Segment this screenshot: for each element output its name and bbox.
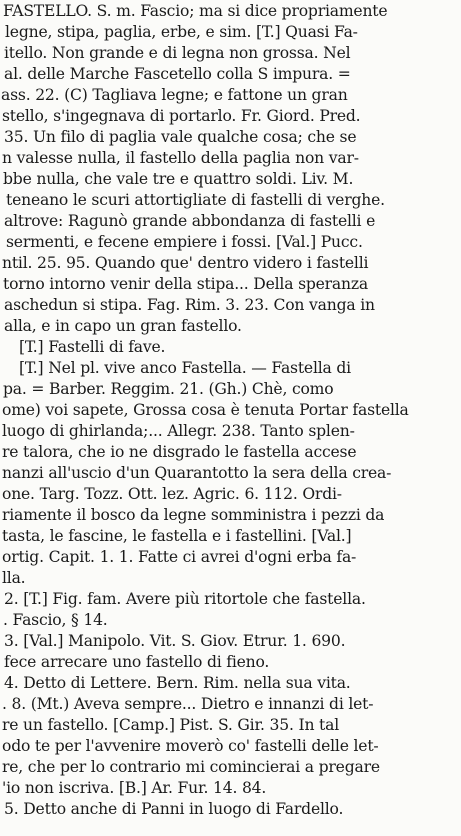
text-line: ome) voi sapete, Grossa cosa è tenuta Portar fastella [2,401,409,419]
text-line: tasta, le fascine, le fastella e i fastellini. [Val.] [2,527,352,545]
text-line: re, che per lo contrario mi comincierai a pregare [2,758,380,776]
text-line: ortig. Capit. 1. 1. Fatte ci avrei d'ogni erba fa- [2,548,357,566]
text-line: FASTELLO. S. m. Fascio; ma si dice propriamente [3,2,388,20]
text-line: aschedun si stipa. Fag. Rim. 3. 23. Con vanga in [4,296,375,314]
text-line: 'io non iscriva. [B.] Ar. Fur. 14. 84. [2,779,267,797]
text-line: bbe nulla, che vale tre e quattro soldi. Liv. M. [3,170,354,188]
text-line: 4. Detto di Lettere. Bern. Rim. nella sua vita. [4,674,351,692]
text-line: legne, stipa, paglia, erbe, e sim. [T.] Quasi Fa- [5,23,358,41]
text-line: teneano le scuri attortigliate di fastelli di verghe. [6,191,385,209]
text-line: 35. Un filo di paglia vale qualche cosa; che se [4,128,357,146]
text-line: stello, s'ingegnava di portarlo. Fr. Giord. Pred. [2,107,361,125]
text-line: 2. [T.] Fig. fam. Avere più ritortole che fastella. [4,590,366,608]
text-line: luogo di ghirlanda;... Allegr. 238. Tanto splen- [2,422,355,440]
text-line: ntil. 25. 95. Quando que' dentro videro i fastelli [2,254,369,272]
text-line: lla. [2,569,26,587]
text-line: pa. = Barber. Reggim. 21. (Gh.) Chè, como [3,380,334,398]
text-line: . 8. (Mt.) Aveva sempre... Dietro e innanzi di let- [2,695,374,713]
text-line: 5. Detto anche di Panni in luogo di Fardello. [4,800,344,818]
text-line: itello. Non grande e di legna non grossa. Nel [4,44,351,62]
text-line: torno intorno venir della stipa... Della speranza [3,275,368,293]
text-line: n valesse nulla, il fastello della paglia non var- [2,149,359,167]
text-line: ass. 22. (C) Tagliava legne; e fattone un gran [1,86,348,104]
text-line: 3. [Val.] Manipolo. Vit. S. Giov. Etrur. 1. 690. [4,632,346,650]
text-line: odo te per l'avvenire moverò co' fastelli delle let- [2,737,379,755]
text-line: nanzi all'uscio d'un Quarantotto la sera della crea- [2,464,392,482]
text-line: . Fascio, § 14. [3,611,108,629]
text-line: riamente il bosco da legne somministra i pezzi da [2,506,385,524]
text-line: fece arrecare uno fastello di fieno. [4,653,270,671]
text-line: re talora, che io ne disgrado le fastella accese [2,443,357,461]
text-line: altrove: Ragunò grande abbondanza di fastelli e [4,212,376,230]
text-line: [T.] Nel pl. vive anco Fastella. — Fastella di [19,359,351,377]
text-line: alla, e in capo un gran fastello. [4,317,242,335]
text-line: al. delle Marche Fascetello colla S impura. = [4,65,351,83]
text-line: [T.] Fastelli di fave. [19,338,166,356]
text-line: re un fastello. [Camp.] Pist. S. Gir. 35. In tal [2,716,339,734]
text-line: one. Targ. Tozz. Ott. lez. Agric. 6. 112. Ordi- [2,485,342,503]
text-line: sermenti, e fecene empiere i fossi. [Val.] Pucc. [6,233,363,251]
